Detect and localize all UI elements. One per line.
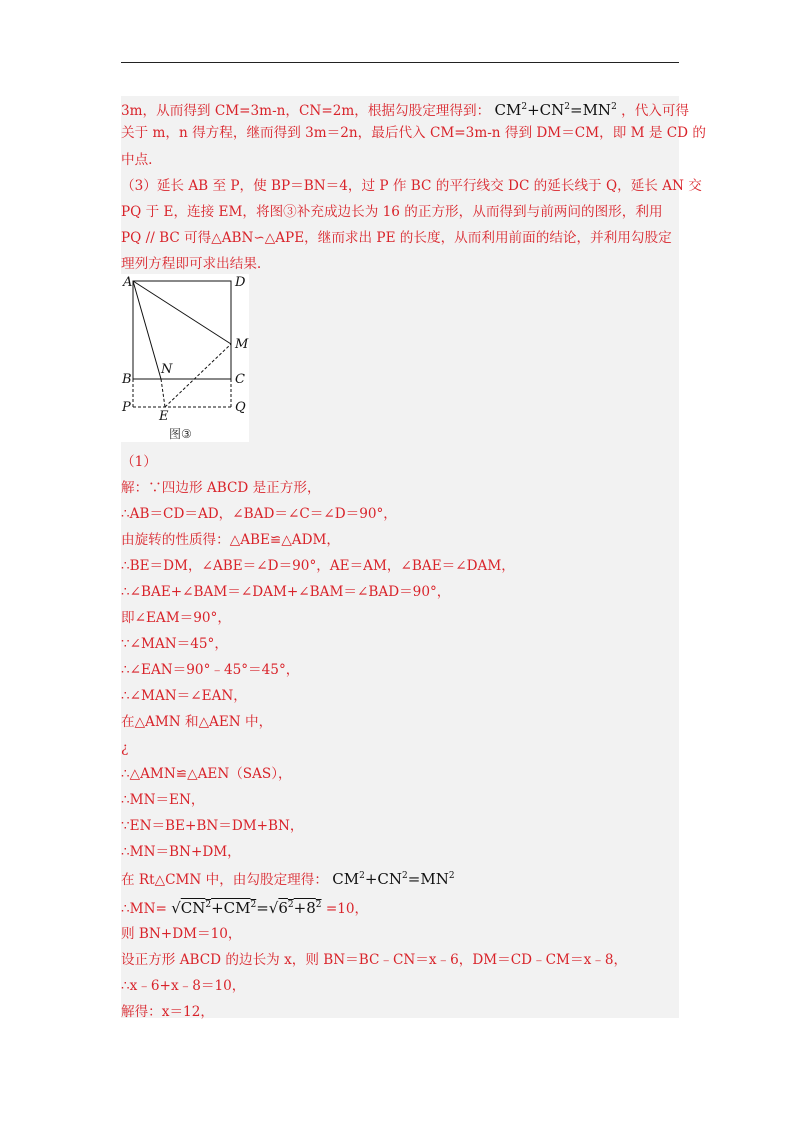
text-line: 则 BN+DM＝10， <box>121 926 242 942</box>
text-line: 关于 m，n 得方程，继而得到 3m＝2n，最后代入 CM=3m-n 得到 DM＝CM，即 M 是 CD 的 <box>121 125 707 141</box>
label-n: N <box>161 362 173 377</box>
label-d: D <box>235 275 246 290</box>
text-line: ∵EN＝BE+BN＝DM+BN， <box>121 818 304 834</box>
text-line: ∴∠BAE+∠BAM＝∠DAM+∠BAM＝∠BAD＝90°， <box>121 584 451 600</box>
text-line: （3）延长 AB 至 P，使 BP＝BN＝4，过 P 作 BC 的平行线交 DC 的延长线于 Q，延长 AN 交 <box>121 178 702 194</box>
text-line: ∴MN＝EN， <box>121 792 205 808</box>
label-b: B <box>122 372 132 387</box>
label-a: A <box>123 275 133 290</box>
text-line: ∵∠MAN＝45°， <box>121 636 228 652</box>
text-line: 在△AMN 和△AEN 中， <box>121 714 273 730</box>
text-line: 即∠EAM＝90°， <box>121 610 231 626</box>
label-e: E <box>159 409 169 424</box>
equation-root: $√CN^2+CM^2=√6^2+8^2$ <box>171 899 322 917</box>
text-line: 在 Rt△CMN 中，由勾股定理得： $CM^2+CN^2=MN^2$ <box>121 870 455 888</box>
label-p: P <box>122 400 131 415</box>
text-line: ∴MN＝BN+DM， <box>121 844 241 860</box>
text-line: ∴BE＝DM，∠ABE＝∠D＝90°，AE＝AM，∠BAE＝∠DAM， <box>121 558 515 574</box>
text-line: ∴△AMN≌△AEN（SAS）， <box>121 766 292 782</box>
text-line: ∴AB＝CD＝AD，∠BAD＝∠C＝∠D＝90°， <box>121 506 397 522</box>
label-c: C <box>235 372 245 387</box>
header-rule <box>121 62 679 63</box>
text-line: ∴x﹣6+x﹣8＝10， <box>121 978 246 994</box>
text-line: PQ 于 E，连接 EM，将图③补充成边长为 16 的正方形，从而得到与前两问的图形，利用 <box>121 204 663 220</box>
label-m: M <box>235 337 249 352</box>
text-line: 理列方程即可求出结果. <box>121 256 262 272</box>
text-line: ∴MN= $√CN^2+CM^2=√6^2+8^2 =10$， <box>121 899 369 917</box>
content-area <box>121 96 707 1020</box>
text-line: ∴∠MAN＝∠EAN， <box>121 688 247 704</box>
equation-pythagoras-1: $CM^2+CN^2=MN^2$ <box>494 101 617 119</box>
text-line: PQ // BC 可得△ABN∽△APE，继而求出 PE 的长度，从而利用前面的结论，并利用勾股定 <box>121 230 672 246</box>
text-line: 解：∵四边形 ABCD 是正方形， <box>121 480 321 496</box>
text-line: （1） <box>121 454 157 470</box>
text-line: ¿ <box>121 740 129 756</box>
text-line: 中点. <box>121 152 153 168</box>
text-line: ∴∠EAN＝90°﹣45°＝45°， <box>121 662 300 678</box>
text-line: 设正方形 ABCD 的边长为 x，则 BN＝BC﹣CN＝x﹣6，DM＝CD﹣CM＝x﹣8， <box>121 952 628 968</box>
label-q: Q <box>235 400 246 415</box>
equation-pythagoras-2: $CM^2+CN^2=MN^2$ <box>332 870 455 888</box>
text-line: 3m，从而得到 CM=3m-n，CN=2m，根据勾股定理得到： $CM^2+CN^2=MN^2$ ，代入可得 <box>121 101 690 119</box>
figure-caption: 图③ <box>169 427 192 441</box>
geometry-figure <box>121 274 249 442</box>
text-line: 由旋转的性质得：△ABE≌△ADM， <box>121 532 341 548</box>
text-line: 解得：x＝12， <box>121 1004 214 1020</box>
